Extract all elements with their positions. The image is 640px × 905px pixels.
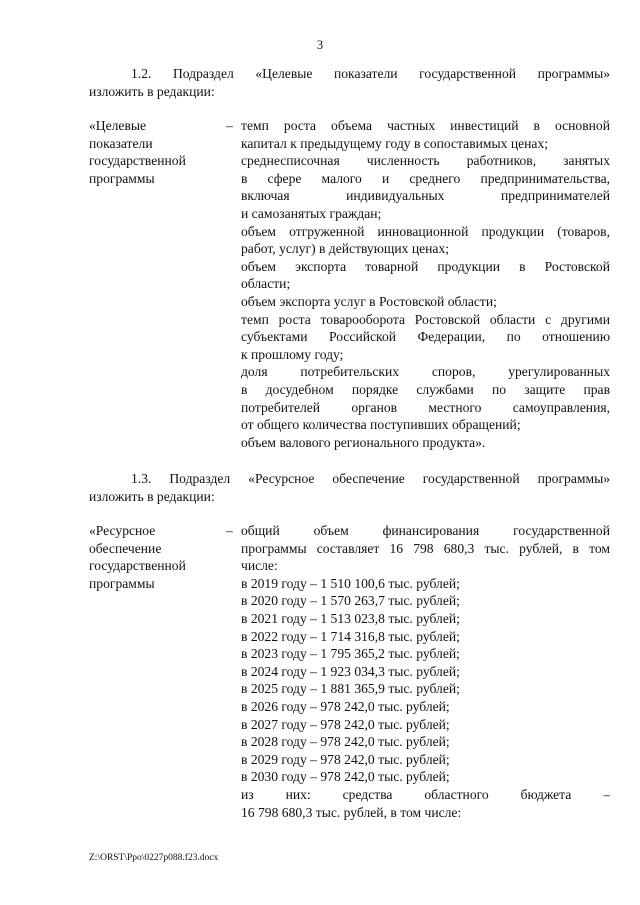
content-line: в 2030 году – 978 242,0 тыс. рублей; — [241, 769, 450, 785]
content-line: и самозанятых граждан; — [241, 205, 382, 221]
content-line: в 2029 году – 978 242,0 тыс. рублей; — [241, 751, 450, 767]
content-line: в сфере малого и среднего предпринимательства, — [241, 170, 610, 186]
content-line: в 2028 году – 978 242,0 тыс. рублей; — [241, 734, 450, 750]
section-1-3-label — [89, 522, 209, 592]
content-line: от общего количества поступивших обращений; — [241, 417, 521, 433]
content-line: в 2019 году – 1 510 100,6 тыс. рублей; — [241, 575, 460, 591]
label-line: государственной — [89, 153, 186, 169]
content-line: в 2023 году – 1 795 365,2 тыс. рублей; — [241, 646, 460, 662]
content-line: программы составляет 16 798 680,3 тыс. рублей, в том — [241, 540, 610, 556]
content-line: объем экспорта товарной продукции в Ростовской — [241, 258, 610, 274]
label-line: «Целевые — [89, 118, 147, 133]
content-line: из них: средства областного бюджета – — [241, 786, 610, 802]
content-line: числе: — [241, 558, 278, 574]
content-line: темп роста товарооборота Ростовской области с другими — [241, 311, 610, 327]
label-line: показатели — [89, 135, 153, 151]
content-line: области; — [241, 276, 291, 292]
content-line: объем валового регионального продукта». — [241, 434, 486, 450]
label-line: программы — [89, 575, 155, 591]
dash: – — [226, 118, 233, 133]
label-line: программы — [89, 170, 155, 186]
content-line: в 2021 году – 1 513 023,8 тыс. рублей; — [241, 610, 460, 626]
content-line: общий объем финансирования государственной — [241, 523, 610, 538]
section-1-2-intro — [89, 65, 610, 100]
label-line: «Ресурсное — [89, 523, 156, 538]
content-line: объем экспорта услуг в Ростовской области; — [241, 293, 497, 309]
page-number: 3 — [316, 38, 324, 52]
label-line: обеспечение — [89, 540, 162, 556]
dash: – — [226, 523, 233, 538]
section-1-2-content — [241, 117, 610, 451]
content-line: к прошлому году; — [241, 346, 344, 362]
section-1-3-intro-line: изложить в редакции: — [89, 488, 215, 504]
section-1-3-content — [241, 522, 610, 821]
content-line: в 2022 году – 1 714 316,8 тыс. рублей; — [241, 628, 460, 644]
content-line: доля потребительских споров, урегулированных — [241, 364, 610, 380]
content-line: потребителей органов местного самоуправления, — [241, 399, 610, 415]
content-line: в 2020 году – 1 570 263,7 тыс. рублей; — [241, 593, 460, 609]
content-line: включая индивидуальных предпринимателей — [241, 188, 610, 204]
section-1-3-intro-line: 1.3. Подраздел «Ресурсное обеспечение государственной программы» — [131, 471, 610, 486]
content-line: в 2027 году – 978 242,0 тыс. рублей; — [241, 716, 450, 732]
content-line: 16 798 680,3 тыс. рублей, в том числе: — [241, 804, 462, 820]
content-line: в 2024 году – 1 923 034,3 тыс. рублей; — [241, 663, 460, 679]
content-line: в 2025 году – 1 881 365,9 тыс. рублей; — [241, 681, 460, 697]
section-1-2-intro-line: 1.2. Подраздел «Целевые показатели государственной программы» — [131, 66, 610, 81]
section-1-2-label — [89, 117, 209, 187]
content-line: объем отгруженной инновационной продукции (товаров, — [241, 223, 610, 239]
file-path-footer: Z:\ORST\Ppo\0227p088.f23.docx — [89, 853, 219, 863]
content-line: в 2026 году – 978 242,0 тыс. рублей; — [241, 698, 450, 714]
section-1-2-intro-line: изложить в редакции: — [89, 83, 215, 99]
content-line: в досудебном порядке службами по защите прав — [241, 381, 610, 397]
content-line: капитал к предыдущему году в сопоставимых ценах; — [241, 135, 549, 151]
content-line: темп роста объема частных инвестиций в основной — [241, 118, 610, 133]
content-line: работ, услуг) в действующих ценах; — [241, 241, 450, 257]
label-line: государственной — [89, 558, 186, 574]
content-line: субъектами Российской Федерации, по отношению — [241, 329, 610, 345]
section-1-3-intro — [89, 470, 610, 505]
content-line: среднесписочная численность работников, занятых — [241, 153, 610, 169]
